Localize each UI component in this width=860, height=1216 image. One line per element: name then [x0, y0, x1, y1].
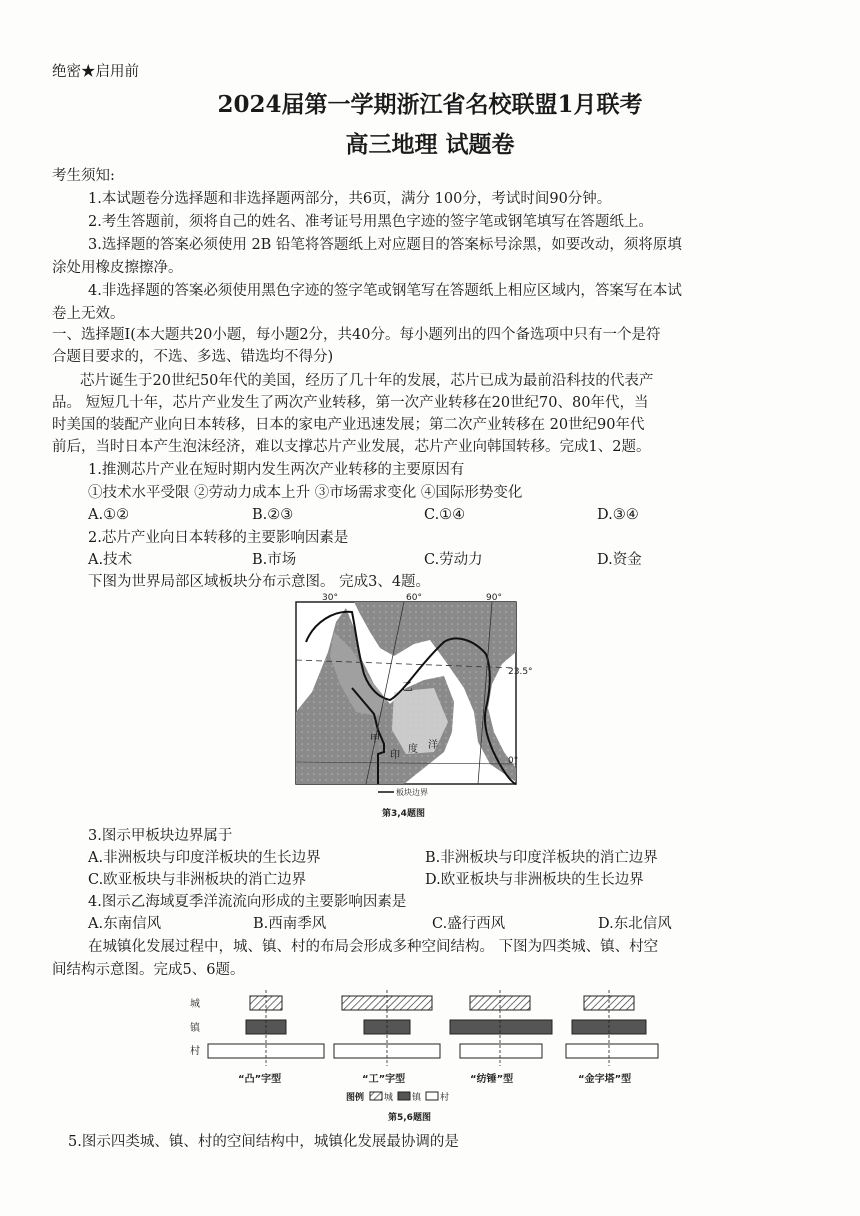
figure-intro: 下图为世界局部区域板块分布示意图。 完成3、4题。: [88, 574, 431, 590]
question-stem: 4.图示乙海域夏季洋流流向形成的主要影响因素是: [88, 894, 407, 910]
answer-option: C.欧亚板块与非洲板块的消亡边界: [88, 872, 307, 888]
answer-option: D.欧亚板块与非洲板块的生长边界: [425, 872, 644, 888]
lon-label-30: 30°: [322, 593, 338, 603]
question-stem: 3.图示甲板块边界属于: [88, 828, 233, 844]
type-label-pyramid: “金字塔”型: [578, 1074, 632, 1085]
lon-label-60: 60°: [406, 593, 422, 603]
answer-option: C.盛行西风: [432, 916, 506, 932]
secret-label: 绝密★启用前: [52, 64, 139, 80]
legend-village-label: 村: [440, 1093, 450, 1103]
label-yin: 印: [390, 750, 400, 761]
notice-heading: 考生须知:: [52, 168, 115, 184]
answer-option: B.西南季风: [253, 916, 327, 932]
pyramid-village-bar: [566, 1044, 658, 1058]
notice-item: 3.选择题的答案必须使用 2B 铅笔将答题纸上对应题目的答案标号涂黑，如要改动，须将原填: [88, 237, 682, 253]
passage-line: 前后，当时日本产生泡沫经济，难以支撑芯片产业发展，芯片产业向韩国转移。完成1、2题。: [52, 439, 651, 455]
question-statements: ①技术水平受限 ②劳动力成本上升 ③市场需求变化 ④国际形势变化: [88, 485, 523, 501]
answer-option: D.③④: [597, 507, 639, 523]
fangchui-village-bar: [460, 1044, 542, 1058]
spatial-structure-figure: [186, 990, 666, 1130]
label-du: 度: [408, 744, 418, 755]
answer-option: B.市场: [252, 552, 297, 568]
exam-title: 2024届第一学期浙江省名校联盟1月联考: [217, 91, 643, 118]
passage-line: 间结构示意图。完成5、6题。: [52, 962, 245, 978]
row-label-city: 城: [190, 999, 200, 1010]
section-heading: 一、选择题Ⅰ(本大题共20小题，每小题2分，共40分。每小题列出的四个备选项中只有一个是符: [52, 327, 661, 343]
notice-item: 1.本试题卷分选择题和非选择题两部分，共6页，满分 100分，考试时间90分钟。: [88, 191, 612, 207]
map-caption: 第3,4题图: [382, 809, 425, 819]
answer-option: B.非洲板块与印度洋板块的消亡边界: [425, 850, 658, 866]
legend-town-swatch: [398, 1092, 410, 1100]
structure-caption: 第5,6题图: [388, 1113, 431, 1123]
legend-city-label: 城: [384, 1093, 394, 1103]
answer-option: A.①②: [88, 507, 130, 523]
lat-label-equator: 0°: [508, 756, 519, 766]
question-stem: 2.芯片产业向日本转移的主要影响因素是: [88, 530, 349, 546]
type-label-tu: “凸”字型: [238, 1074, 282, 1085]
answer-option: A.技术: [88, 552, 133, 568]
legend-prefix: 图例: [346, 1093, 365, 1103]
passage-line: 时美国的装配产业向日本转移，日本的家电产业迅速发展；第二次产业转移在 20世纪90年代: [52, 417, 645, 433]
lat-label-tropic: 23.5°: [508, 667, 533, 677]
question-stem: 1.推测芯片产业在短时期内发生两次产业转移的主要原因有: [88, 462, 465, 478]
legend-label: 板块边界: [396, 788, 428, 797]
answer-option: C.劳动力: [424, 552, 483, 568]
label-yi: 乙: [402, 680, 413, 693]
type-label-fangchui: “纺锤”型: [470, 1074, 514, 1085]
section-heading: 合题目要求的，不选、多选、错选均不得分): [52, 349, 334, 365]
legend-village-swatch: [426, 1092, 438, 1100]
label-jia: 甲: [370, 734, 380, 745]
notice-item: 2.考生答题前，须将自己的姓名、准考证号用黑色字迹的签字笔或钢笔填写在答题纸上。: [88, 214, 653, 230]
answer-option: B.②③: [252, 507, 294, 523]
answer-option: C.①④: [424, 507, 466, 523]
row-label-town: 镇: [190, 1023, 200, 1034]
plate-boundary-map: [294, 592, 544, 824]
exam-subtitle: 高三地理 试题卷: [345, 131, 515, 158]
passage-line: 芯片诞生于20世纪50年代的美国，经历了几十年的发展，芯片已成为最前沿科技的代表产: [80, 373, 654, 389]
type-label-gong: “工”字型: [362, 1074, 406, 1085]
notice-item: 卷上无效。: [52, 306, 125, 322]
passage-line: 品。 短短几十年，芯片产业发生了两次产业转移，第一次产业转移在20世纪70、80年代，当: [52, 395, 649, 411]
passage-line: 在城镇化发展过程中，城、镇、村的布局会形成多种空间结构。 下图为四类城、镇、村空: [88, 939, 659, 955]
notice-item: 4.非选择题的答案必须使用黑色字迹的签字笔或钢笔写在答题纸上相应区域内，答案写在本试: [88, 283, 682, 299]
notice-item: 涂处用橡皮擦擦净。: [52, 260, 183, 276]
label-yang: 洋: [428, 740, 438, 751]
legend-town-label: 镇: [412, 1093, 422, 1103]
fangchui-town-bar: [450, 1020, 552, 1034]
legend-city-swatch: [370, 1092, 382, 1100]
question-stem: 5.图示四类城、镇、村的空间结构中，城镇化发展最协调的是: [68, 1134, 459, 1150]
lon-label-90: 90°: [486, 593, 502, 603]
answer-option: D.东北信风: [598, 916, 672, 932]
answer-option: A.东南信风: [88, 916, 162, 932]
answer-option: D.资金: [597, 552, 642, 568]
answer-option: A.非洲板块与印度洋板块的生长边界: [88, 850, 321, 866]
row-label-village: 村: [190, 1046, 200, 1057]
